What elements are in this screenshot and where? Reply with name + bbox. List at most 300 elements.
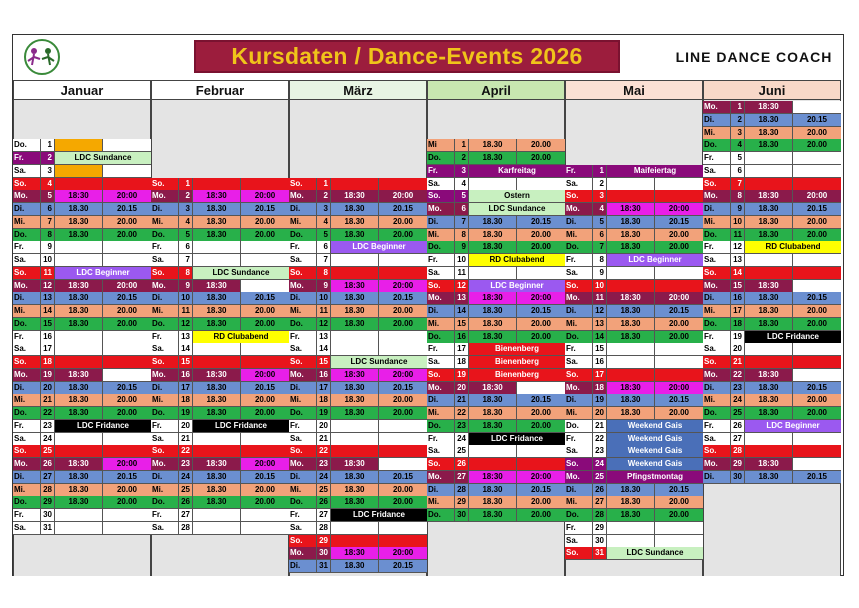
weekday-cell: Sa. bbox=[151, 522, 179, 534]
weekday-cell: So. bbox=[565, 280, 593, 292]
weekday-cell: Do. bbox=[703, 139, 731, 151]
weekday-cell: Sa. bbox=[151, 254, 179, 266]
day-row bbox=[151, 382, 289, 395]
day-row bbox=[703, 190, 841, 203]
event-cell: LDC Fridance bbox=[745, 331, 841, 343]
weekday-cell: Sa. bbox=[289, 522, 317, 534]
day-number-cell: 26 bbox=[317, 496, 331, 508]
weekday-cell: Do. bbox=[565, 241, 593, 253]
day-number-cell: 27 bbox=[317, 509, 331, 521]
time-cell-first bbox=[607, 343, 655, 355]
time-cell-first: 18.30 bbox=[607, 509, 655, 521]
day-row bbox=[151, 433, 289, 446]
day-number-cell: 25 bbox=[593, 471, 607, 483]
weekday-cell: Di. bbox=[151, 292, 179, 304]
time-cell-first: 18.30 bbox=[469, 241, 517, 253]
time-cell-first: 18.30 bbox=[607, 229, 655, 241]
time-cell-second bbox=[655, 522, 703, 534]
weekday-cell: So. bbox=[703, 178, 731, 190]
time-cell-second: 20.00 bbox=[103, 318, 151, 330]
time-cell-first: 18:30 bbox=[331, 547, 379, 559]
time-cell-second: 20.00 bbox=[103, 305, 151, 317]
day-row bbox=[151, 280, 289, 293]
day-row bbox=[703, 127, 841, 140]
day-row bbox=[151, 496, 289, 509]
day-number-cell: 9 bbox=[41, 241, 55, 253]
time-cell-second: 20.00 bbox=[793, 305, 841, 317]
weekday-cell: Mo. bbox=[565, 203, 593, 215]
day-row bbox=[703, 241, 841, 254]
time-cell-second: 20.00 bbox=[103, 229, 151, 241]
time-cell-second: 20.15 bbox=[517, 394, 565, 406]
weekday-cell: Di. bbox=[13, 471, 41, 483]
month-header: April bbox=[427, 80, 565, 100]
time-cell-second: 20.00 bbox=[103, 394, 151, 406]
time-cell-first: 18.30 bbox=[607, 331, 655, 343]
day-number-cell: 5 bbox=[593, 216, 607, 228]
weekday-cell: Do. bbox=[565, 331, 593, 343]
time-cell-first: 18.30 bbox=[193, 318, 241, 330]
day-number-cell: 3 bbox=[317, 203, 331, 215]
day-row bbox=[565, 458, 703, 471]
day-row bbox=[289, 178, 427, 191]
weekday-cell: Mi bbox=[427, 139, 455, 151]
time-cell-first: 18:30 bbox=[193, 458, 241, 470]
time-cell-first bbox=[469, 267, 517, 279]
weekday-cell: So. bbox=[427, 369, 455, 381]
day-row bbox=[151, 420, 289, 433]
weekday-cell: Mo. bbox=[289, 547, 317, 559]
time-cell-first: 18.30 bbox=[331, 394, 379, 406]
time-cell-first: 18:30 bbox=[193, 369, 241, 381]
month-header: Juni bbox=[703, 80, 841, 100]
weekday-cell: Fr. bbox=[427, 254, 455, 266]
day-number-cell: 27 bbox=[731, 433, 745, 445]
weekday-cell: Di. bbox=[703, 203, 731, 215]
day-number-cell: 13 bbox=[317, 331, 331, 343]
day-row bbox=[13, 471, 151, 484]
day-row bbox=[289, 382, 427, 395]
day-row bbox=[289, 471, 427, 484]
time-cell-first: 18:30 bbox=[469, 382, 517, 394]
time-cell-first: 18:30 bbox=[745, 369, 793, 381]
day-number-cell: 21 bbox=[41, 394, 55, 406]
time-cell-first bbox=[745, 343, 793, 355]
day-number-cell: 7 bbox=[41, 216, 55, 228]
day-number-cell: 14 bbox=[179, 343, 193, 355]
time-cell-second bbox=[793, 356, 841, 368]
day-number-cell: 20 bbox=[593, 407, 607, 419]
day-row bbox=[289, 394, 427, 407]
time-cell-second: 20:00 bbox=[517, 292, 565, 304]
day-row bbox=[427, 229, 565, 242]
weekday-cell: Mi. bbox=[703, 127, 731, 139]
day-row bbox=[703, 101, 841, 114]
time-cell-second bbox=[655, 535, 703, 547]
day-row bbox=[13, 152, 151, 165]
time-cell-second bbox=[379, 535, 427, 547]
day-row bbox=[427, 178, 565, 191]
day-number-cell: 10 bbox=[317, 292, 331, 304]
time-cell-first: 18:30 bbox=[331, 280, 379, 292]
day-number-cell: 20 bbox=[179, 420, 193, 432]
time-cell-first: 18.30 bbox=[55, 318, 103, 330]
time-cell-first: 18.30 bbox=[469, 216, 517, 228]
time-cell-first bbox=[331, 445, 379, 457]
time-cell-second: 20.00 bbox=[517, 509, 565, 521]
weekday-cell: Mo. bbox=[565, 292, 593, 304]
day-row bbox=[151, 369, 289, 382]
time-cell-first: 18.30 bbox=[193, 382, 241, 394]
weekday-cell: Di. bbox=[427, 394, 455, 406]
day-number-cell: 6 bbox=[731, 165, 745, 177]
time-cell-second: 20:00 bbox=[793, 190, 841, 202]
day-row bbox=[565, 331, 703, 344]
weekday-cell: Mi. bbox=[565, 496, 593, 508]
day-number-cell: 19 bbox=[455, 369, 469, 381]
time-cell-first: 18.30 bbox=[745, 305, 793, 317]
time-cell-first: 18.30 bbox=[469, 420, 517, 432]
weekday-cell: Sa. bbox=[13, 254, 41, 266]
day-number-cell: 31 bbox=[317, 560, 331, 572]
day-number-cell: 7 bbox=[179, 254, 193, 266]
day-number-cell: 23 bbox=[317, 458, 331, 470]
time-cell-second: 20:00 bbox=[655, 203, 703, 215]
time-cell-first: 18.30 bbox=[745, 114, 793, 126]
time-cell-first bbox=[55, 433, 103, 445]
day-row bbox=[565, 471, 703, 484]
day-number-cell: 13 bbox=[731, 254, 745, 266]
weekday-cell: Do. bbox=[427, 509, 455, 521]
day-number-cell: 28 bbox=[179, 522, 193, 534]
time-cell-first: 18.30 bbox=[331, 471, 379, 483]
time-cell-second bbox=[655, 178, 703, 190]
day-row bbox=[289, 280, 427, 293]
day-number-cell: 10 bbox=[41, 254, 55, 266]
weekday-cell: Mo. bbox=[289, 458, 317, 470]
time-cell-second: 20.15 bbox=[379, 292, 427, 304]
time-cell-second: 20.00 bbox=[379, 484, 427, 496]
day-number-cell: 23 bbox=[593, 445, 607, 457]
weekday-cell: Do. bbox=[13, 407, 41, 419]
day-number-cell: 28 bbox=[731, 445, 745, 457]
weekday-cell: Sa. bbox=[427, 178, 455, 190]
weekday-cell: Sa. bbox=[565, 356, 593, 368]
time-cell-second bbox=[379, 254, 427, 266]
time-cell-first: 18.30 bbox=[193, 203, 241, 215]
weekday-cell: So. bbox=[151, 445, 179, 457]
day-number-cell: 15 bbox=[593, 343, 607, 355]
weekday-cell: Mi. bbox=[13, 216, 41, 228]
day-row bbox=[13, 458, 151, 471]
weekday-cell: Mo. bbox=[289, 280, 317, 292]
time-cell-second bbox=[241, 433, 289, 445]
day-row bbox=[151, 356, 289, 369]
weekday-cell: Mo. bbox=[565, 382, 593, 394]
time-cell-second: 20.00 bbox=[517, 139, 565, 151]
day-number-cell: 11 bbox=[593, 292, 607, 304]
day-row bbox=[703, 382, 841, 395]
day-number-cell: 11 bbox=[317, 305, 331, 317]
weekday-cell: Do. bbox=[289, 407, 317, 419]
time-cell-second: 20.15 bbox=[793, 292, 841, 304]
day-number-cell: 10 bbox=[455, 254, 469, 266]
day-number-cell: 25 bbox=[731, 407, 745, 419]
time-cell-second bbox=[793, 433, 841, 445]
day-number-cell: 1 bbox=[41, 139, 55, 151]
day-row bbox=[151, 331, 289, 344]
weekday-cell: Do. bbox=[703, 318, 731, 330]
time-cell-second: 20.00 bbox=[241, 305, 289, 317]
day-number-cell: 8 bbox=[593, 254, 607, 266]
time-cell-first bbox=[193, 241, 241, 253]
time-cell-first: 18.30 bbox=[331, 318, 379, 330]
day-number-cell: 13 bbox=[41, 292, 55, 304]
time-cell-first: 18.30 bbox=[745, 203, 793, 215]
day-number-cell: 12 bbox=[317, 318, 331, 330]
day-row bbox=[703, 433, 841, 446]
time-cell-second: 20.00 bbox=[793, 139, 841, 151]
day-number-cell: 20 bbox=[731, 343, 745, 355]
day-row bbox=[565, 178, 703, 191]
day-row bbox=[13, 331, 151, 344]
day-number-cell: 6 bbox=[179, 241, 193, 253]
time-cell-second: 20.15 bbox=[517, 216, 565, 228]
day-number-cell: 19 bbox=[317, 407, 331, 419]
day-number-cell: 5 bbox=[731, 152, 745, 164]
day-row bbox=[151, 407, 289, 420]
time-cell-first: 18.30 bbox=[331, 560, 379, 572]
time-cell-first: 18.30 bbox=[193, 216, 241, 228]
time-cell-first: 18.30 bbox=[745, 407, 793, 419]
day-row bbox=[565, 394, 703, 407]
weekday-cell: Mo. bbox=[427, 382, 455, 394]
day-number-cell: 14 bbox=[41, 305, 55, 317]
day-number-cell: 22 bbox=[731, 369, 745, 381]
weekday-cell: Di. bbox=[151, 203, 179, 215]
time-cell-second: 20.00 bbox=[241, 216, 289, 228]
time-cell-first bbox=[745, 433, 793, 445]
day-row bbox=[289, 356, 427, 369]
time-cell-second: 20.00 bbox=[379, 229, 427, 241]
day-row bbox=[289, 216, 427, 229]
time-cell-first: 18:30 bbox=[745, 101, 793, 113]
event-cell: Weekend Gais bbox=[607, 433, 703, 445]
weekday-cell: So. bbox=[565, 547, 593, 559]
weekday-cell: Sa. bbox=[703, 254, 731, 266]
dancers-logo-icon bbox=[14, 37, 70, 77]
day-number-cell: 3 bbox=[41, 165, 55, 177]
day-row bbox=[703, 305, 841, 318]
day-number-cell: 8 bbox=[179, 267, 193, 279]
time-cell-first bbox=[607, 522, 655, 534]
weekday-cell: Sa. bbox=[703, 343, 731, 355]
weekday-cell: Di. bbox=[427, 305, 455, 317]
time-cell-second: 20.00 bbox=[103, 216, 151, 228]
time-cell-first bbox=[55, 241, 103, 253]
day-number-cell: 9 bbox=[455, 241, 469, 253]
weekday-cell: Fr. bbox=[703, 152, 731, 164]
event-cell: LDC Fridance bbox=[193, 420, 289, 432]
time-cell-first: 18:30 bbox=[55, 190, 103, 202]
day-row bbox=[565, 509, 703, 522]
day-row bbox=[427, 433, 565, 446]
time-cell-second bbox=[793, 254, 841, 266]
day-row bbox=[13, 254, 151, 267]
day-row bbox=[427, 420, 565, 433]
time-cell-second: 20:00 bbox=[241, 458, 289, 470]
time-cell-first: 18.30 bbox=[469, 484, 517, 496]
weekday-cell: Di. bbox=[151, 471, 179, 483]
time-cell-first: 18.30 bbox=[469, 496, 517, 508]
event-cell: Weekend Gais bbox=[607, 445, 703, 457]
weekday-cell: Di. bbox=[289, 203, 317, 215]
time-cell-first: 18.30 bbox=[607, 305, 655, 317]
time-cell-first bbox=[745, 445, 793, 457]
month-header: März bbox=[289, 80, 427, 100]
time-cell-second bbox=[103, 343, 151, 355]
time-cell-second: 20:00 bbox=[379, 280, 427, 292]
day-row bbox=[427, 369, 565, 382]
time-cell-first: 18:30 bbox=[745, 280, 793, 292]
event-cell: LDC Sundance bbox=[607, 547, 703, 559]
time-cell-second: 20.00 bbox=[655, 496, 703, 508]
day-row bbox=[151, 458, 289, 471]
day-row bbox=[703, 471, 841, 484]
time-cell-first: 18.30 bbox=[55, 305, 103, 317]
time-cell-first bbox=[55, 509, 103, 521]
time-cell-first: 18:30 bbox=[607, 203, 655, 215]
weekday-cell: Fr. bbox=[289, 420, 317, 432]
weekday-cell: So. bbox=[13, 178, 41, 190]
time-cell-first: 18:30 bbox=[469, 471, 517, 483]
weekday-cell: So. bbox=[427, 458, 455, 470]
weekday-cell: Do. bbox=[289, 318, 317, 330]
time-cell-first bbox=[193, 343, 241, 355]
weekday-cell: Di. bbox=[151, 382, 179, 394]
time-cell-second: 20.00 bbox=[793, 394, 841, 406]
time-cell-first bbox=[607, 280, 655, 292]
weekday-cell: Fr. bbox=[289, 509, 317, 521]
day-row bbox=[703, 254, 841, 267]
time-cell-first bbox=[193, 522, 241, 534]
day-row bbox=[703, 445, 841, 458]
time-cell-second: 20.00 bbox=[517, 229, 565, 241]
day-row bbox=[13, 190, 151, 203]
time-cell-second: 20.00 bbox=[379, 318, 427, 330]
time-cell-second bbox=[241, 445, 289, 457]
day-row bbox=[289, 547, 427, 560]
time-cell-second bbox=[103, 356, 151, 368]
day-number-cell: 4 bbox=[317, 216, 331, 228]
day-row bbox=[427, 318, 565, 331]
time-cell-second bbox=[379, 420, 427, 432]
time-cell-second: 20.15 bbox=[379, 382, 427, 394]
day-number-cell: 4 bbox=[41, 178, 55, 190]
day-number-cell: 24 bbox=[593, 458, 607, 470]
time-cell-second: 20.00 bbox=[517, 152, 565, 164]
weekday-cell: Fr. bbox=[151, 331, 179, 343]
day-number-cell: 17 bbox=[731, 305, 745, 317]
weekday-cell: Mo. bbox=[703, 280, 731, 292]
day-number-cell: 2 bbox=[731, 114, 745, 126]
day-number-cell: 26 bbox=[455, 458, 469, 470]
day-number-cell: 26 bbox=[179, 496, 193, 508]
time-cell-first: 18:30 bbox=[469, 292, 517, 304]
day-number-cell: 1 bbox=[179, 178, 193, 190]
day-number-cell: 7 bbox=[731, 178, 745, 190]
time-cell-first bbox=[607, 356, 655, 368]
weekday-cell: Mi. bbox=[289, 394, 317, 406]
weekday-cell: So. bbox=[151, 356, 179, 368]
day-number-cell: 22 bbox=[41, 407, 55, 419]
time-cell-second bbox=[655, 267, 703, 279]
day-row bbox=[427, 139, 565, 152]
time-cell-second bbox=[793, 152, 841, 164]
time-cell-second bbox=[241, 509, 289, 521]
day-row bbox=[289, 318, 427, 331]
weekday-cell: So. bbox=[565, 190, 593, 202]
day-row bbox=[151, 509, 289, 522]
day-row bbox=[151, 190, 289, 203]
day-row bbox=[565, 407, 703, 420]
time-cell-first bbox=[745, 165, 793, 177]
time-cell-second: 20.00 bbox=[103, 496, 151, 508]
day-row bbox=[703, 458, 841, 471]
day-row bbox=[427, 331, 565, 344]
day-number-cell: 30 bbox=[593, 535, 607, 547]
time-cell-first bbox=[745, 178, 793, 190]
time-cell-first: 18.30 bbox=[331, 305, 379, 317]
day-number-cell: 24 bbox=[179, 471, 193, 483]
day-number-cell: 8 bbox=[455, 229, 469, 241]
time-cell-first bbox=[607, 267, 655, 279]
day-number-cell: 10 bbox=[731, 216, 745, 228]
time-cell-first bbox=[331, 331, 379, 343]
weekday-cell: Sa. bbox=[289, 343, 317, 355]
event-cell: Pfingstmontag bbox=[607, 471, 703, 483]
day-number-cell: 11 bbox=[455, 267, 469, 279]
day-row bbox=[427, 445, 565, 458]
day-row bbox=[703, 267, 841, 280]
time-cell-first: 18.30 bbox=[193, 471, 241, 483]
weekday-cell: Sa. bbox=[151, 343, 179, 355]
weekday-cell: Mi. bbox=[151, 216, 179, 228]
weekday-cell: So. bbox=[703, 356, 731, 368]
time-cell-second bbox=[517, 382, 565, 394]
day-row bbox=[703, 343, 841, 356]
day-row bbox=[151, 178, 289, 191]
day-number-cell: 31 bbox=[593, 547, 607, 559]
weekday-cell: Mo. bbox=[151, 280, 179, 292]
day-row bbox=[289, 509, 427, 522]
time-cell-first: 18.30 bbox=[607, 394, 655, 406]
weekday-cell: Mo. bbox=[427, 292, 455, 304]
day-row bbox=[427, 241, 565, 254]
day-row bbox=[565, 241, 703, 254]
weekday-cell: Mi. bbox=[289, 305, 317, 317]
time-cell-second: 20:00 bbox=[655, 382, 703, 394]
day-number-cell: 2 bbox=[41, 152, 55, 164]
time-cell-first: 18.30 bbox=[55, 484, 103, 496]
time-cell-second bbox=[103, 331, 151, 343]
event-cell: Bienenberg bbox=[469, 343, 565, 355]
time-cell-first: 18.30 bbox=[193, 394, 241, 406]
day-number-cell: 3 bbox=[179, 203, 193, 215]
weekday-cell: Mi. bbox=[565, 407, 593, 419]
time-cell-second: 20.00 bbox=[793, 216, 841, 228]
day-number-cell: 29 bbox=[455, 496, 469, 508]
